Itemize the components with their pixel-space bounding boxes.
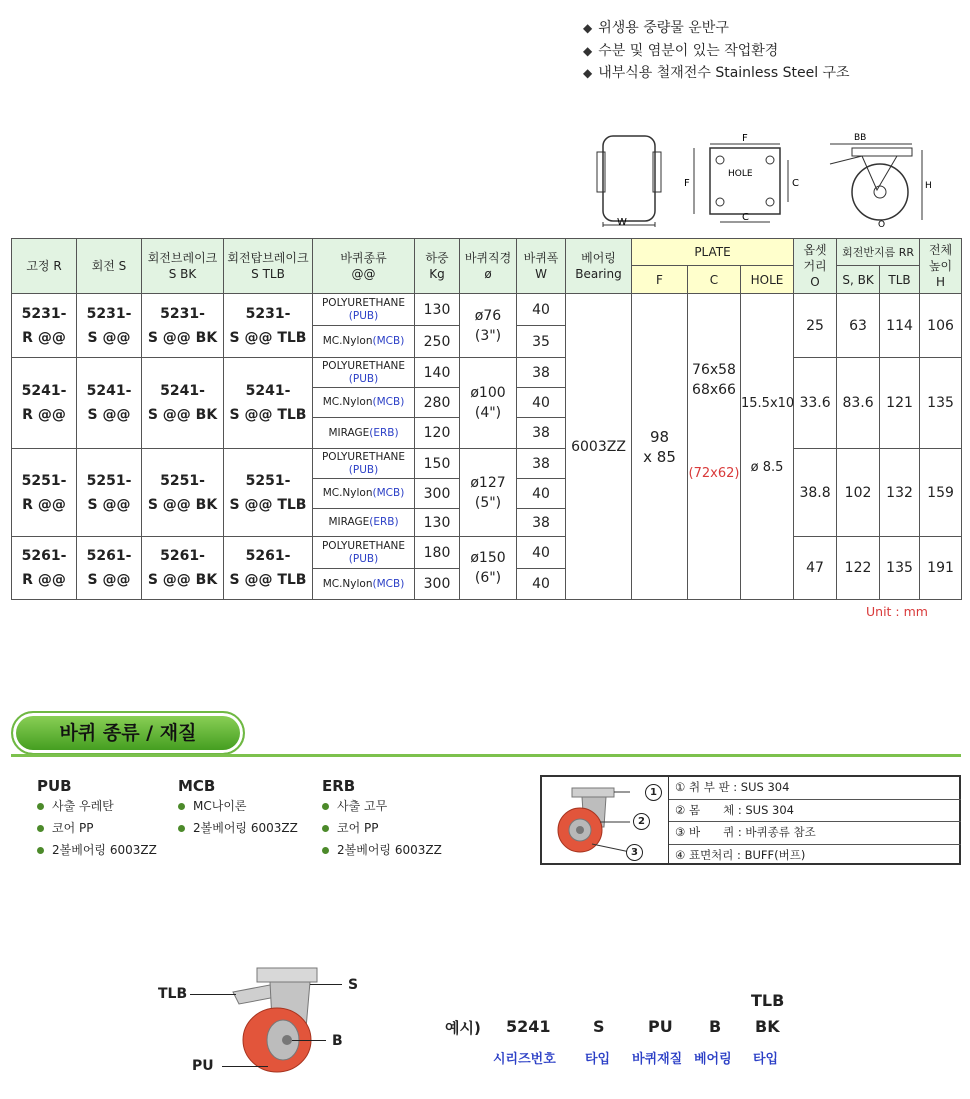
material-item: MC나이론 [178,795,298,817]
label-s: S [348,977,359,993]
section-divider [11,754,961,757]
material-erb [322,777,442,861]
diameter-value: ø150 (6") [460,537,517,600]
height-value: 191 [920,537,962,600]
diameter-value: ø76 (3") [460,294,517,358]
wheel-type: MIRAGE(ERB) [313,509,415,537]
caption-series: 시리즈번호 [493,1052,556,1067]
code-fixed: 5251- R @@ [12,449,77,537]
part-marker: 1 [645,784,662,801]
plate-c-value: 76x58 68x66 (72x62) [688,294,741,600]
feature-item: ◆ 내부식용 철재전수 Stainless Steel 구조 [583,65,850,81]
leader-line [190,994,236,995]
radius-sbk-value: 63 [837,294,880,358]
code-swivel: 5251- S @@ [77,449,142,537]
part-marker: 3 [626,844,643,861]
section-title: 바퀴 종류 / 재질 [59,722,197,744]
offset-value: 38.8 [794,449,837,537]
header-top-brake: 회전탑브레이크 S TLB [224,239,313,294]
bullet-icon [37,825,44,832]
width-value: 40 [517,388,566,418]
unit-note: Unit : mm [866,604,928,619]
bearing-value: 6003ZZ [566,294,632,600]
header-radius: 회전반지름 RR [837,239,920,266]
diamond-bullet-icon: ◆ [583,43,593,58]
header-plate-f: F [632,266,688,294]
part-row: ④ 표면처리 : BUFF(버프) [675,847,806,862]
table-row [12,358,962,388]
part-row: ① 취 부 판 : SUS 304 [669,777,961,800]
offset-value: 25 [794,294,837,358]
header-radius-sbk: S, BK [837,266,880,294]
example-brake-top: TLB [751,991,785,1010]
load-value: 120 [415,418,460,449]
parts-list [668,777,961,863]
wheel-type: POLYURETHANE (PUB) [313,294,415,326]
material-pub [37,777,157,861]
plate-c-alt: (72x62) [688,466,740,481]
load-value: 150 [415,449,460,479]
width-value: 35 [517,326,566,358]
header-load: 하중 Kg [415,239,460,294]
code-top-brake: 5241- S @@ TLB [224,358,313,449]
label-b: B [332,1033,343,1049]
material-item: 2볼베어링 6003ZZ [37,839,157,861]
code-fixed: 5231- R @@ [12,294,77,358]
feature-item: ◆ 수분 및 염분이 있는 작업환경 [583,42,779,59]
load-value: 140 [415,358,460,388]
header-wheel-type: 바퀴종류 @@ [313,239,415,294]
code-swivel: 5231- S @@ [77,294,142,358]
wheel-type: MC.Nylon(MCB) [313,479,415,509]
dim-c-bottom-label: C [742,212,749,223]
dim-h-label: H [925,181,932,191]
header-plate: PLATE [632,239,794,266]
radius-tlb-value: 114 [880,294,920,358]
caption-brake: 타입 [753,1052,779,1067]
width-value: 38 [517,358,566,388]
material-name: MCB [178,777,216,795]
caster-parts-icon [552,782,632,862]
wheel-type: POLYURETHANE (PUB) [313,449,415,479]
dim-bb-label: BB [854,133,867,143]
table-row [12,449,962,479]
material-name: ERB [322,777,356,795]
width-value: 38 [517,449,566,479]
width-value: 40 [517,294,566,326]
diameter-value: ø100 (4") [460,358,517,449]
radius-sbk-value: 122 [837,537,880,600]
load-value: 180 [415,537,460,569]
load-value: 280 [415,388,460,418]
bullet-icon [178,803,185,810]
header-width: 바퀴폭 W [517,239,566,294]
spec-table [11,238,962,600]
dim-f-label: F [742,133,748,144]
table-row [12,537,962,569]
width-value: 40 [517,537,566,569]
header-offset: 옵셋 거리 O [794,239,837,294]
example-material: PU [648,1017,673,1036]
width-value: 38 [517,418,566,449]
feature-list [583,17,850,85]
bullet-icon [322,803,329,810]
code-swivel: 5261- S @@ [77,537,142,600]
code-fixed: 5241- R @@ [12,358,77,449]
diamond-bullet-icon: ◆ [583,66,593,80]
code-brake: 5241- S @@ BK [142,358,224,449]
caption-type: 타입 [585,1052,611,1067]
table-row [12,294,962,326]
material-item: 사출 우레탄 [37,795,157,817]
header-bearing: 베어링 Bearing [566,239,632,294]
wheel-type: MC.Nylon(MCB) [313,569,415,600]
part-row: ③ 바 퀴 : 바퀴종류 참조 [669,822,961,845]
code-top-brake: 5231- S @@ TLB [224,294,313,358]
dim-w-label: W [617,217,627,228]
dim-f-side-label: F [684,178,690,189]
wheel-type: MIRAGE(ERB) [313,418,415,449]
part-row: ② 몸 체 : SUS 304 [669,800,961,823]
dim-hole-label: HOLE [728,169,753,179]
header-plate-c: C [688,266,741,294]
load-value: 130 [415,294,460,326]
code-top-brake: 5261- S @@ TLB [224,537,313,600]
code-brake: 5231- S @@ BK [142,294,224,358]
material-item: 2볼베어링 6003ZZ [322,839,442,861]
wheel-front-diagram [595,130,665,228]
plate-hole-value: 15.5x10 ø 8.5 [741,294,794,600]
code-brake: 5251- S @@ BK [142,449,224,537]
caption-bearing: 베어링 [694,1052,732,1067]
load-value: 300 [415,569,460,600]
bullet-icon [178,825,185,832]
wheel-type: MC.Nylon(MCB) [313,326,415,358]
part-marker: 2 [633,813,650,830]
material-item: 코어 PP [322,817,442,839]
plate-top-diagram [680,130,805,228]
height-value: 135 [920,358,962,449]
header-fixed: 고정 R [12,239,77,294]
example-bearing: B [709,1017,722,1036]
header-plate-hole: HOLE [741,266,794,294]
bullet-icon [37,803,44,810]
dim-c-side-label: C [792,178,799,189]
label-pu: PU [192,1058,214,1074]
example-type: S [593,1017,605,1036]
caption-material: 바퀴재질 [632,1052,683,1067]
caster-side-diagram [822,130,937,228]
leader-line [292,1040,326,1041]
wheel-type: POLYURETHANE (PUB) [313,358,415,388]
bullet-icon [322,847,329,854]
bullet-icon [37,847,44,854]
wheel-type: MC.Nylon(MCB) [313,388,415,418]
header-height: 전체 높이 H [920,239,962,294]
leader-line [222,1066,268,1067]
wheel-type: POLYURETHANE (PUB) [313,537,415,569]
height-value: 106 [920,294,962,358]
material-item: 2볼베어링 6003ZZ [178,817,298,839]
dim-o-label: O [878,220,886,228]
code-swivel: 5241- S @@ [77,358,142,449]
height-value: 159 [920,449,962,537]
material-name: PUB [37,777,72,795]
load-value: 130 [415,509,460,537]
example-label: 예시) [445,1019,481,1037]
radius-tlb-value: 132 [880,449,920,537]
width-value: 40 [517,479,566,509]
diameter-value: ø127 (5") [460,449,517,537]
load-value: 250 [415,326,460,358]
feature-item: ◆ 위생용 중량물 운반구 [583,20,729,36]
code-fixed: 5261- R @@ [12,537,77,600]
label-tlb: TLB [158,986,188,1002]
code-top-brake: 5251- S @@ TLB [224,449,313,537]
radius-sbk-value: 83.6 [837,358,880,449]
example-series: 5241 [506,1017,551,1036]
offset-value: 33.6 [794,358,837,449]
plate-f-value: 98 x 85 [632,294,688,600]
diamond-bullet-icon: ◆ [583,21,593,35]
example-brake-bottom: BK [755,1017,780,1036]
header-brake: 회전브레이크 S BK [142,239,224,294]
header-swivel: 회전 S [77,239,142,294]
code-brake: 5261- S @@ BK [142,537,224,600]
width-value: 40 [517,569,566,600]
load-value: 300 [415,479,460,509]
width-value: 38 [517,509,566,537]
radius-tlb-value: 121 [880,358,920,449]
offset-value: 47 [794,537,837,600]
header-diameter: 바퀴직경 ø [460,239,517,294]
material-mcb [178,777,298,839]
material-item: 사출 고무 [322,795,442,817]
radius-sbk-value: 102 [837,449,880,537]
leader-line [310,984,342,985]
caster-illustration [215,962,345,1077]
radius-tlb-value: 135 [880,537,920,600]
header-radius-tlb: TLB [880,266,920,294]
bullet-icon [322,825,329,832]
material-item: 코어 PP [37,817,157,839]
